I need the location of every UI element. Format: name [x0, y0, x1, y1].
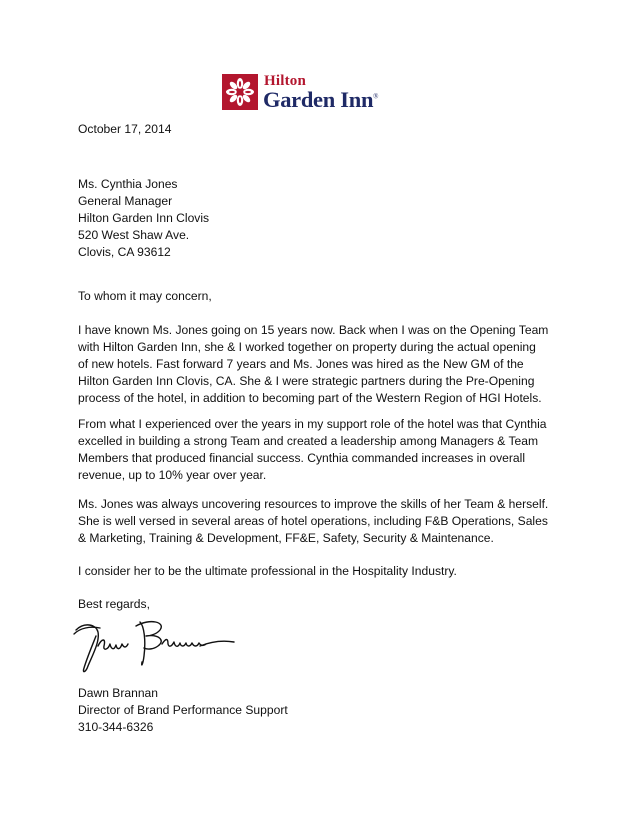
paragraph-line: & Marketing, Training & Development, FF&E, Safety, Security & Maintenance.	[78, 531, 494, 545]
logo-brand-main	[263, 87, 378, 113]
letter-date: October 17, 2014	[78, 122, 172, 136]
registered-mark: ®	[373, 92, 379, 101]
salutation: To whom it may concern,	[78, 289, 212, 303]
paragraph-line: She is well versed in several areas of hotel operations, including F&B Operations, Sales	[78, 514, 548, 528]
paragraph-line: From what I experienced over the years in my support role of the hotel was that Cynthia	[78, 417, 547, 431]
paragraph-4: I consider her to be the ultimate professional in the Hospitality Industry.	[78, 564, 457, 578]
paragraph-line: Ms. Jones was always uncovering resources to improve the skills of her Team & herself.	[78, 497, 549, 511]
paragraph-line: Hilton Garden Inn Clovis, CA. She & I were strategic partners during the Pre-Opening	[78, 374, 535, 388]
handwritten-signature	[70, 616, 240, 678]
recipient-city: Clovis, CA 93612	[78, 245, 171, 259]
paragraph-2	[78, 416, 578, 484]
paragraph-line: excelled in building a strong Team and created a leadership among Managers & Team	[78, 434, 539, 448]
logo-brand-top: Hilton	[264, 73, 307, 89]
paragraph-line: process of the hotel, in addition to becoming part of the Western Region of HGI Hotels.	[78, 391, 542, 405]
paragraph-line: of new hotels. Fast forward 7 years and Ms. Jones was hired as the New GM of the	[78, 357, 524, 371]
signer-title: Director of Brand Performance Support	[78, 703, 288, 717]
recipient-title: General Manager	[78, 194, 173, 208]
recipient-street: 520 West Shaw Ave.	[78, 228, 190, 242]
recipient-company: Hilton Garden Inn Clovis	[78, 211, 210, 225]
paragraph-line: revenue, up to 10% year over year.	[78, 468, 267, 482]
paragraph-1	[78, 322, 578, 407]
recipient-address	[78, 176, 578, 261]
signer-block	[78, 685, 578, 736]
closing: Best regards,	[78, 597, 150, 611]
hilton-garden-inn-logo	[222, 74, 412, 112]
signer-phone: 310-344-6326	[78, 720, 154, 734]
paragraph-line: Members that produced financial success. Cynthia commanded increases in overall	[78, 451, 526, 465]
paragraph-3	[78, 496, 578, 547]
signer-name: Dawn Brannan	[78, 686, 159, 700]
paragraph-line: I have known Ms. Jones going on 15 years now. Back when I was on the Opening Team	[78, 323, 549, 337]
flower-emblem-icon	[222, 74, 258, 110]
recipient-name: Ms. Cynthia Jones	[78, 177, 178, 191]
paragraph-line: with Hilton Garden Inn, she & I worked together on property during the actual opening	[78, 340, 536, 354]
logo-brand-main-text: Garden Inn	[263, 87, 374, 112]
